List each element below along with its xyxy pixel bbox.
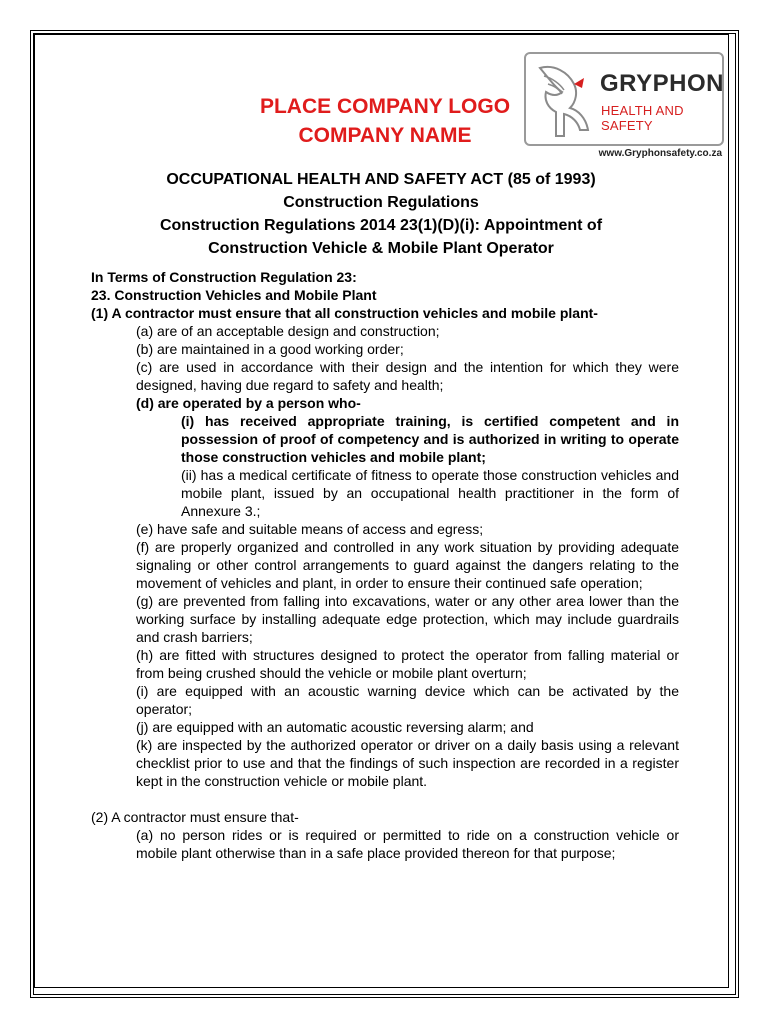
title-appointment-cont: Construction Vehicle & Mobile Plant Operator <box>208 240 554 257</box>
item-c-text: (c) are used in accordance with their design and the intention for which they were designed, having due regard to safety and health; <box>136 359 679 393</box>
spacer <box>91 790 679 808</box>
placeholder-company-name: COMPANY NAME <box>298 124 472 147</box>
logo-subtitle: HEALTH AND SAFETY <box>601 103 684 133</box>
item-k: (k) are inspected by the authorized operator or driver on a daily basis using a relevant checklist prior to use and that the findings of such inspection are recorded in a register kept in the construction vehicle or mobile plant. <box>136 737 679 789</box>
gryphon-icon <box>534 58 598 142</box>
gryphon-logo <box>524 52 724 164</box>
subsection-1: (1) A contractor must ensure that all construction vehicles and mobile plant- <box>91 305 598 321</box>
logo-frame <box>524 52 724 146</box>
item-f: (f) are properly organized and controlled in any work situation by providing adequate signaling or other control arrangements to guard against the dangers relating to the movement of vehicles and plant, in order to ensure their continued safe operation; <box>136 539 679 591</box>
logo-url: www.Gryphonsafety.co.za <box>598 148 722 159</box>
item-d: (d) are operated by a person who- <box>136 395 361 411</box>
title-appointment: Construction Regulations 2014 23(1)(D)(i): Appointment of <box>159 217 603 234</box>
item-d-ii: (ii) has a medical certificate of fitness to operate those construction vehicles and mobile plant, issued by an occupational health practitioner in the form of Annexure 3.; <box>181 467 679 519</box>
item-g: (g) are prevented from falling into excavations, water or any other area lower than the working surface by installing adequate edge protection, which may include guardrails and crash barriers; <box>136 593 679 645</box>
item-j: (j) are equipped with an automatic acoustic reversing alarm; and <box>136 719 534 735</box>
subsection-2: (2) A contractor must ensure that- <box>91 809 299 825</box>
item-b: (b) are maintained in a good working order; <box>136 341 404 357</box>
item-2a: (a) no person rides or is required or permitted to ride on a construction vehicle or mobile plant otherwise than in a safe place provided thereon for that purpose; <box>136 827 679 861</box>
company-placeholder <box>240 92 530 150</box>
placeholder-logo-text: PLACE COMPANY LOGO <box>259 95 511 118</box>
item-i: (i) are equipped with an acoustic warning device which can be activated by the operator; <box>136 683 679 717</box>
item-h: (h) are fitted with structures designed to protect the operator from falling material or from being crushed should the vehicle or mobile plant overturn; <box>136 647 679 681</box>
document-title <box>40 168 722 260</box>
item-e: (e) have safe and suitable means of access and egress; <box>136 521 484 537</box>
section-heading: 23. Construction Vehicles and Mobile Plant <box>91 287 377 303</box>
title-act: OCCUPATIONAL HEALTH AND SAFETY ACT (85 of 1993) <box>166 171 596 188</box>
intro-heading: In Terms of Construction Regulation 23: <box>91 269 357 285</box>
item-d-i: (i) has received appropriate training, is certified competent and in possession of proof of competency and is authorized in writing to operate those construction vehicles and mobile plant; <box>181 413 679 465</box>
title-regulations: Construction Regulations <box>283 194 479 211</box>
logo-name: GRYPHON <box>600 70 724 97</box>
item-c <box>91 358 679 394</box>
item-a: (a) are of an acceptable design and construction; <box>136 323 440 339</box>
document-body <box>91 268 679 862</box>
